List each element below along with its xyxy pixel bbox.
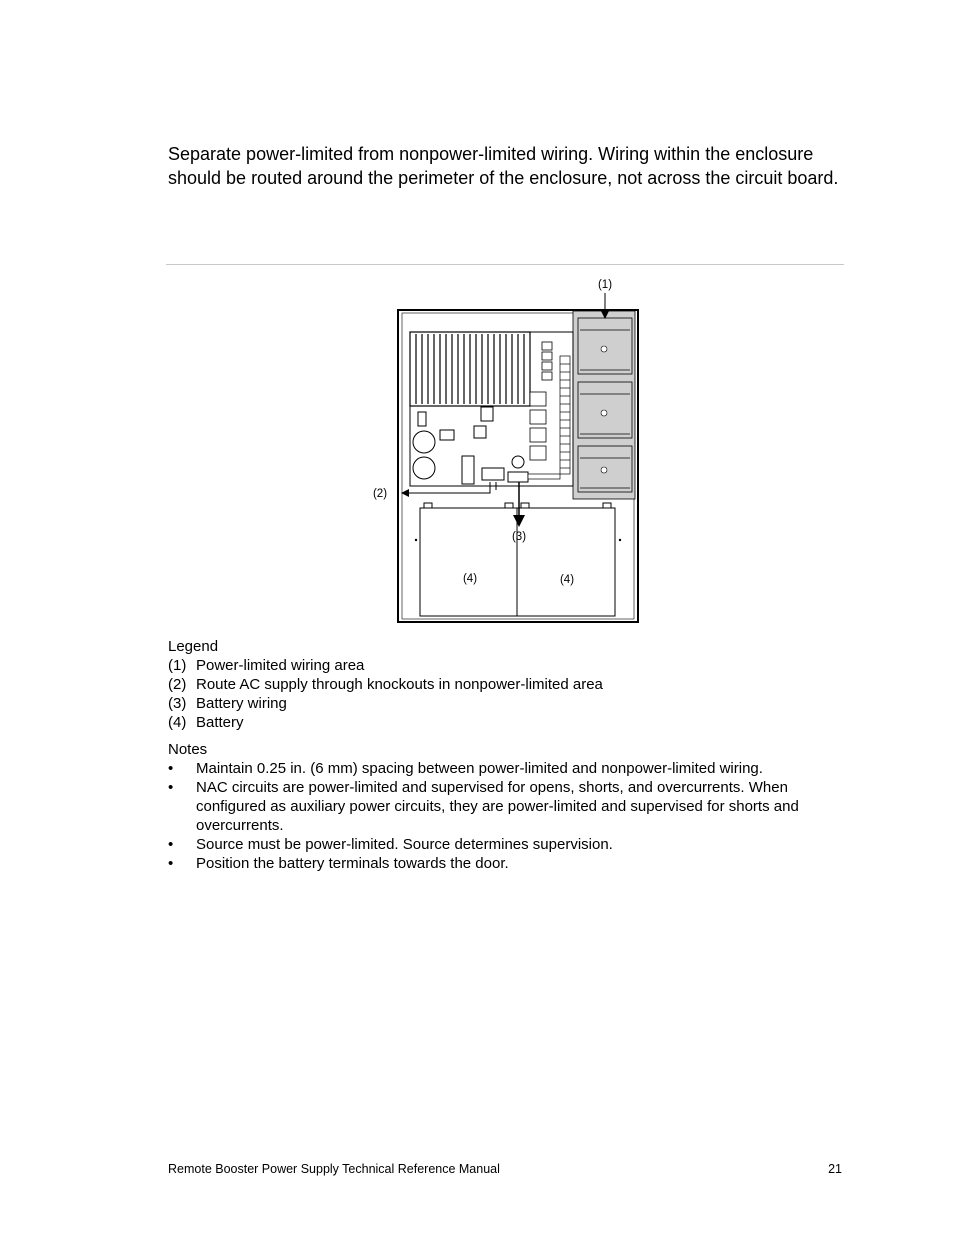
bullet: • <box>168 760 174 777</box>
enclosure-wiring-diagram <box>360 272 660 632</box>
notes-heading: Notes <box>168 741 208 758</box>
legend <box>168 637 848 732</box>
note-item <box>168 759 848 778</box>
legend-number: (3) <box>168 695 187 712</box>
bullet: • <box>168 836 174 853</box>
note-text: Position the battery terminals towards the door. <box>196 855 509 872</box>
footer-title: Remote Booster Power Supply Technical Reference Manual <box>168 1162 500 1176</box>
legend-text: Battery <box>196 714 244 731</box>
legend-text: Power-limited wiring area <box>196 657 365 674</box>
note-item <box>168 835 848 854</box>
bullet: • <box>168 779 174 796</box>
bullet: • <box>168 855 174 872</box>
legend-text: Battery wiring <box>196 695 287 712</box>
legend-number: (4) <box>168 714 187 731</box>
legend-item <box>168 713 848 732</box>
page-footer <box>168 1162 842 1176</box>
battery-left <box>420 503 517 616</box>
note-text: NAC circuits are power-limited and supervised for opens, shorts, and overcurrents. When configured as auxiliary power circuits, they are power-limited and supervised for shorts and overcurrents. <box>196 779 799 834</box>
legend-item <box>168 675 848 694</box>
callout-1: (1) <box>597 279 613 291</box>
legend-item <box>168 656 848 675</box>
note-item <box>168 854 848 873</box>
legend-item <box>168 694 848 713</box>
note-text: Source must be power-limited. Source determines supervision. <box>196 836 613 853</box>
callout-3: (3) <box>511 531 527 543</box>
note-text: Maintain 0.25 in. (6 mm) spacing between power-limited and nonpower-limited wiring. <box>196 760 763 777</box>
notes <box>168 740 848 873</box>
intro-paragraph: Separate power-limited from nonpower-limited wiring. Wiring within the enclosure should be routed around the perimeter of the enclosure, not across the circuit board. <box>168 144 839 188</box>
legend-heading: Legend <box>168 638 219 655</box>
legend-text: Route AC supply through knockouts in nonpower-limited area <box>196 676 603 693</box>
callout-2: (2) <box>372 488 388 500</box>
note-item <box>168 778 848 835</box>
legend-number: (1) <box>168 657 187 674</box>
battery-right <box>517 503 615 616</box>
section-divider <box>166 264 844 265</box>
callout-4-right: (4) <box>559 574 575 586</box>
page-number: 21 <box>828 1162 842 1176</box>
power-limited-area <box>573 311 635 499</box>
legend-number: (2) <box>168 676 187 693</box>
callout-4-left: (4) <box>462 573 478 585</box>
circuit-board <box>410 332 573 486</box>
